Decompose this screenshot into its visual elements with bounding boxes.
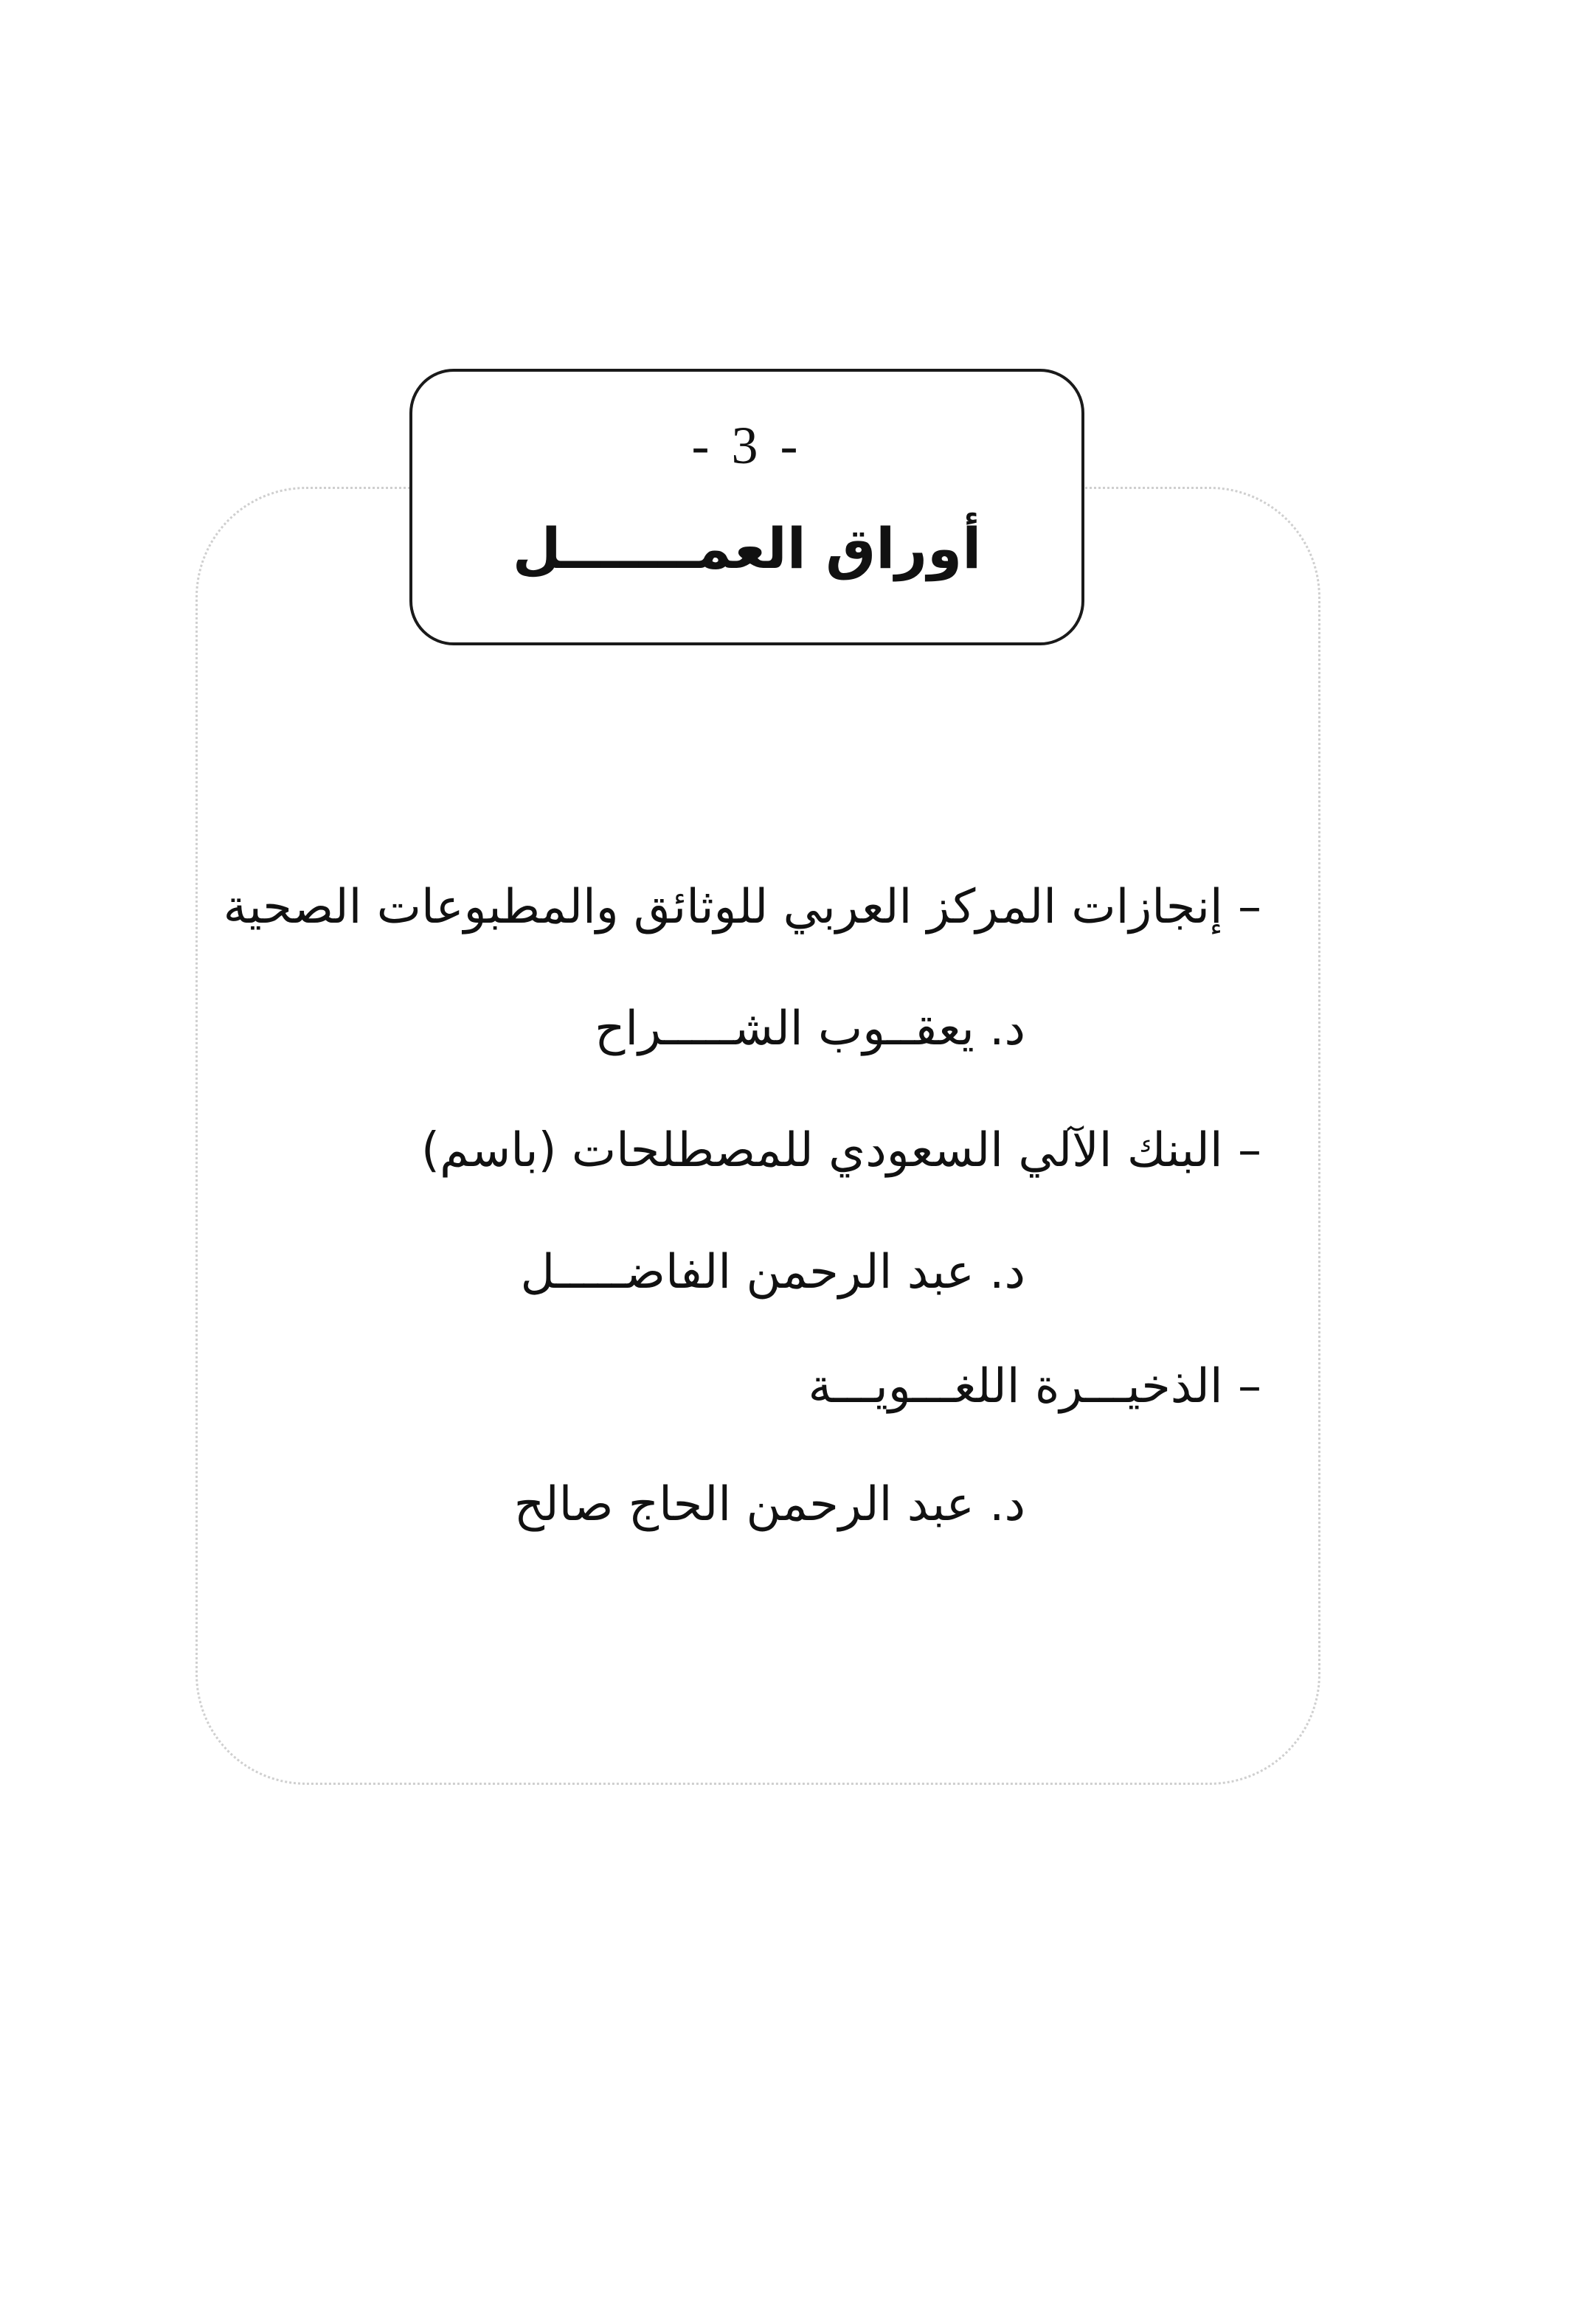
paper-title-2: – البنك الآلي السعودي للمصطلحات (باسم): [421, 1123, 1261, 1178]
paper-author-2: د. عبد الرحمن الفاضـــــل: [520, 1245, 1025, 1300]
paper-author-1: د. يعقــوب الشـــــراح: [595, 1002, 1025, 1056]
section-number: - 3 -: [691, 416, 803, 475]
paper-title-1: – إنجازات المركز العربي للوثائق والمطبوعات الصحية: [223, 880, 1261, 934]
paper-title-3: – الذخيـــرة اللغـــويـــة: [808, 1359, 1261, 1414]
section-title: أوراق العمـــــــل: [512, 516, 982, 581]
paper-author-3: د. عبد الرحمن الحاج صالح: [513, 1477, 1025, 1532]
section-header-box: [409, 369, 1084, 645]
